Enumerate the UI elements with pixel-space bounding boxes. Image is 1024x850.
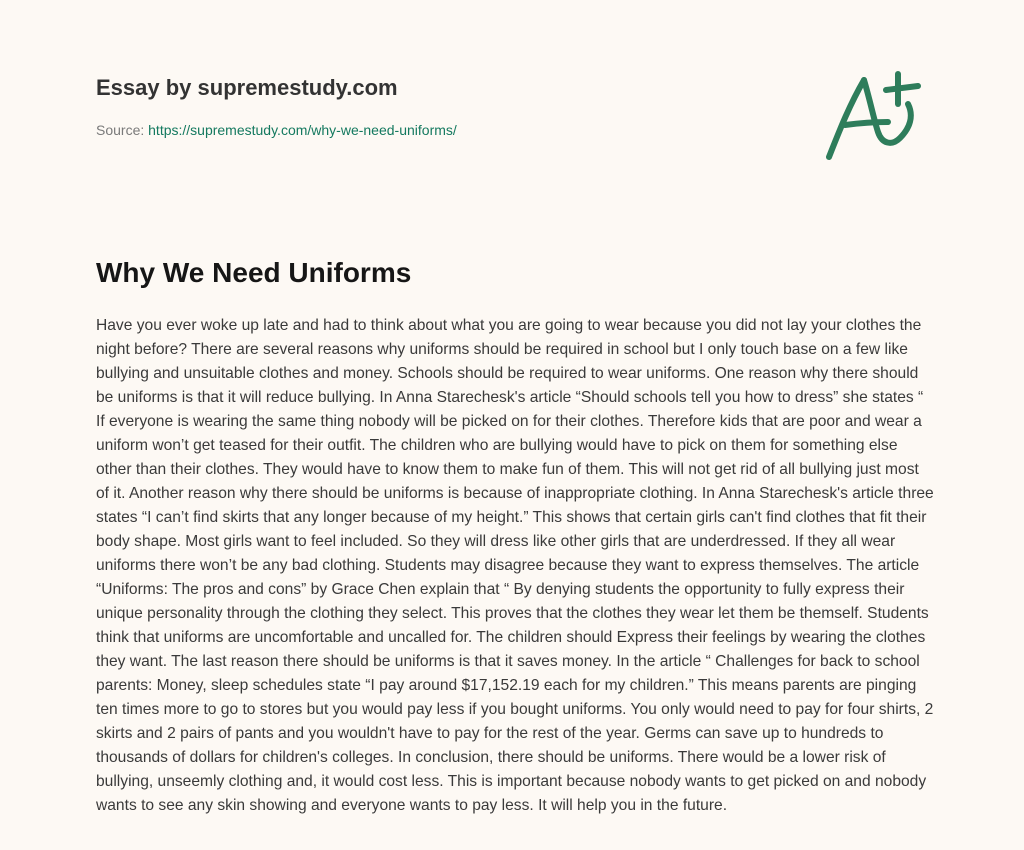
source-link[interactable]: https://supremestudy.com/why-we-need-uniforms/ bbox=[148, 122, 457, 138]
essay-title: Why We Need Uniforms bbox=[96, 257, 412, 288]
a-plus-grade-icon bbox=[820, 64, 930, 168]
source-label: Source: bbox=[96, 122, 149, 138]
source-line bbox=[96, 121, 796, 139]
essay-body: Have you ever woke up late and had to think about what you are going to wear because you did not lay your clothes the night before? There are several reasons why uniforms should be required in school but I only touch base on a few like bullying and unsuitable clothes and money. Schools should be required to wear uniforms. One reason why there should be uniforms is that it will reduce bullying. In Anna Starechesk's article “Should schools tell you how to dress” she states “ If everyone is wearing the same thing nobody will be picked on for their clothes. Therefore kids that are poor and wear a uniform won’t get teased for their outfit. The children who are bullying would have to pick on them for something else other than their clothes. They would have to know them to make fun of them. This will not get rid of all bullying just most of it. Another reason why there should be uniforms is because of inappropriate clothing. In Anna Starechesk's article three states “I can’t find skirts that any longer because of my height.” This shows that certain girls can't find clothes that fit their body shape. Most girls want to feel included. So they will dress like other girls that are underdressed. If they all wear uniforms there won’t be any bad clothing. Students may disagree because they want to express themselves. The article “Uniforms: The pros and cons” by Grace Chen explain that “ By denying students the opportunity to fully express their unique personality through the clothing they select. This proves that the clothes they wear let them be themself. Students think that uniforms are uncomfortable and uncalled for. The children should Express their feelings by wearing the clothes they want. The last reason there should be uniforms is that it saves money. In the article “ Challenges for back to school parents: Money, sleep schedules state “I pay around $17,152.19 each for my children.” This means parents are pinging ten times more to go to stores but you would pay less if you bought uniforms. You only would need to pay for four shirts, 2 skirts and 2 pairs of pants and you wouldn't have to pay for the rest of the year. Germs can save up to hundreds to thousands of dollars for children's colleges. In conclusion, there should be uniforms. There would be a lower risk of bullying, unseemly clothing and, it would cost less. This is important because nobody wants to get picked on and nobody wants to see any skin showing and everyone wants to pay less. It will help you in the future. bbox=[96, 317, 934, 814]
page-header bbox=[96, 74, 796, 139]
site-title: Essay by supremestudy.com bbox=[96, 75, 398, 100]
